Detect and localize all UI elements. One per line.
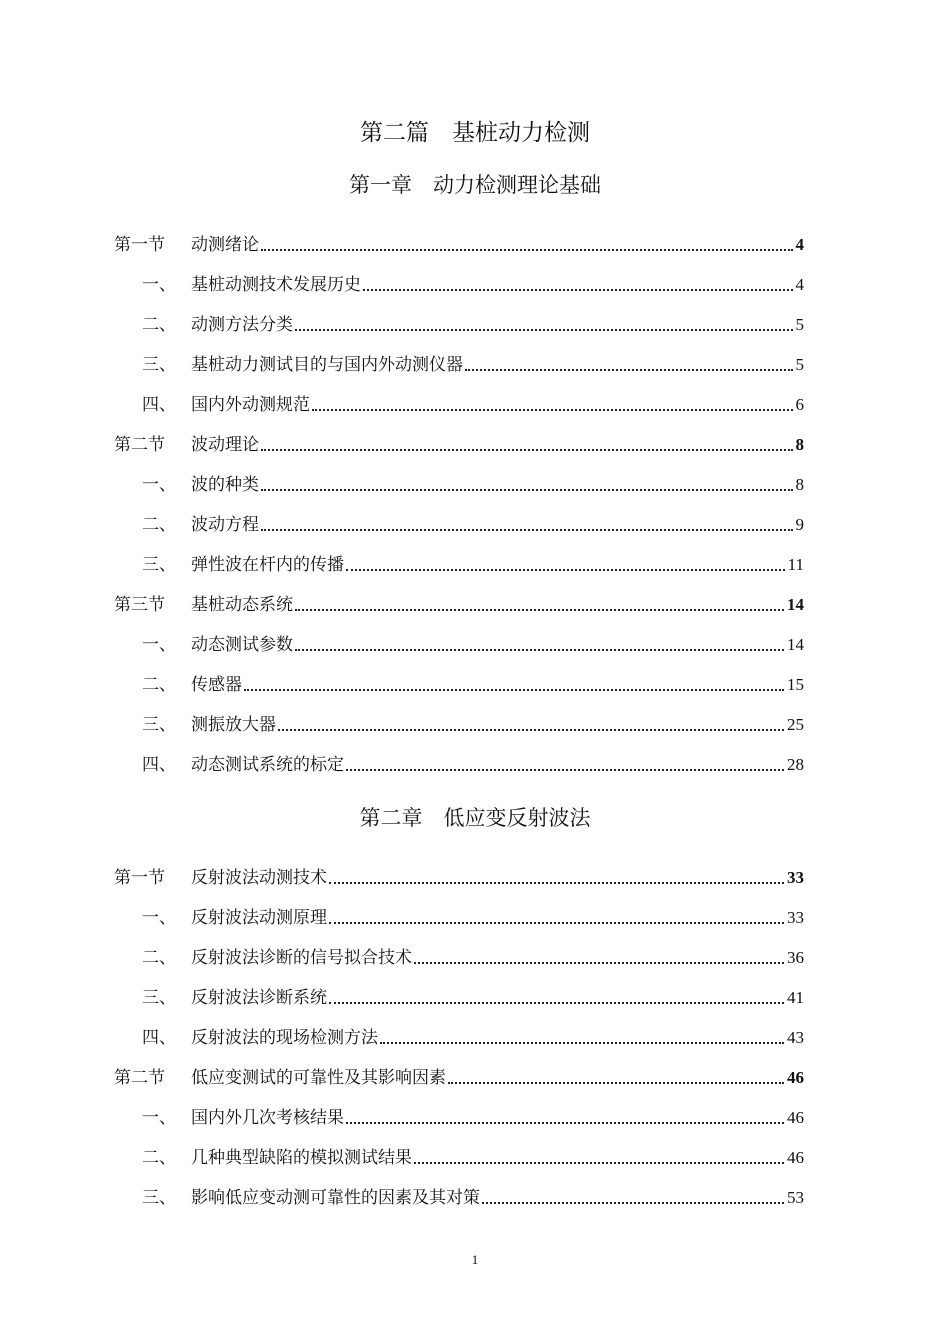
toc-entry-page: 6 <box>795 395 804 414</box>
dot-leader <box>295 609 784 611</box>
dot-leader <box>448 1082 784 1084</box>
toc-entry[interactable] <box>114 343 804 383</box>
toc-entry-title: 传感器 <box>191 675 242 695</box>
toc-entry[interactable] <box>114 703 804 743</box>
toc-entry[interactable] <box>114 663 804 703</box>
toc-entry-page: 25 <box>787 715 804 734</box>
toc-entry-page: 14 <box>787 595 804 614</box>
toc-entry-number: 一、 <box>142 635 176 655</box>
toc-entry-title: 测振放大器 <box>191 715 276 735</box>
toc-entry-title: 低应变测试的可靠性及其影响因素 <box>191 1068 446 1088</box>
toc-entry-page: 33 <box>787 908 804 927</box>
toc-entry-number: 二、 <box>142 1148 176 1168</box>
toc-entry-page: 15 <box>787 675 804 694</box>
toc-entry-page: 8 <box>795 475 804 494</box>
dot-leader <box>346 769 784 771</box>
dot-leader <box>329 882 784 884</box>
chapter-1-title: 第一章 动力检测理论基础 <box>349 173 601 197</box>
page-number: 1 <box>471 1252 479 1267</box>
toc-entry-number: 第一节 <box>114 235 165 255</box>
toc-entry-title: 波动方程 <box>191 515 259 535</box>
toc-entry-number: 一、 <box>142 1108 176 1128</box>
dot-leader <box>312 409 793 411</box>
chapter-2-title: 第二章 低应变反射波法 <box>359 806 591 830</box>
toc-entry[interactable] <box>114 743 804 783</box>
toc-entry[interactable] <box>114 423 804 463</box>
toc-entry-page: 33 <box>787 868 804 887</box>
dot-leader <box>329 922 784 924</box>
toc-entry-page: 36 <box>787 948 804 967</box>
toc-entry-title: 基桩动态系统 <box>191 595 293 615</box>
toc-entry-number: 第二节 <box>114 435 165 455</box>
toc-entry-page: 46 <box>787 1148 804 1167</box>
toc-entry-number: 三、 <box>142 1188 176 1208</box>
toc-entry-title: 基桩动测技术发展历史 <box>191 275 361 295</box>
toc-entry-page: 14 <box>787 635 804 654</box>
dot-leader <box>295 329 793 331</box>
toc-entry[interactable] <box>114 303 804 343</box>
toc-entry[interactable] <box>114 1096 804 1136</box>
toc-entry-page: 43 <box>787 1028 804 1047</box>
toc-entry-number: 三、 <box>142 555 176 575</box>
dot-leader <box>278 729 784 731</box>
dot-leader <box>346 1122 784 1124</box>
toc-entry[interactable] <box>114 263 804 303</box>
toc-entry[interactable] <box>114 583 804 623</box>
toc-entry-title: 弹性波在杆内的传播 <box>191 555 344 575</box>
toc-entry-page: 41 <box>787 988 804 1007</box>
toc-entry-title: 波动理论 <box>191 435 259 455</box>
toc-entry-title: 几种典型缺陷的模拟测试结果 <box>191 1148 412 1168</box>
toc-entry-title: 反射波法动测技术 <box>191 868 327 888</box>
toc-entry-title: 动测绪论 <box>191 235 259 255</box>
toc-entry[interactable] <box>114 383 804 423</box>
toc-entry-title: 反射波法动测原理 <box>191 908 327 928</box>
toc-entry[interactable] <box>114 936 804 976</box>
toc-entry-number: 第三节 <box>114 595 165 615</box>
dot-leader <box>465 369 793 371</box>
toc-entry-number: 四、 <box>142 395 176 415</box>
toc-entry[interactable] <box>114 503 804 543</box>
dot-leader <box>261 449 793 451</box>
toc-entry-page: 11 <box>787 555 804 574</box>
toc-entry-page: 46 <box>787 1068 804 1087</box>
dot-leader <box>380 1042 784 1044</box>
toc-entry-number: 三、 <box>142 715 176 735</box>
toc-entry-page: 8 <box>795 435 804 454</box>
dot-leader <box>261 529 793 531</box>
toc-entry-number: 二、 <box>142 515 176 535</box>
toc-entry-page: 5 <box>795 315 804 334</box>
toc-entry-number: 一、 <box>142 908 176 928</box>
toc-entry-number: 四、 <box>142 1028 176 1048</box>
toc-entry-title: 波的种类 <box>191 475 259 495</box>
toc-entry-title: 动态测试系统的标定 <box>191 755 344 775</box>
dot-leader <box>346 569 785 571</box>
toc-entry[interactable] <box>114 1176 804 1216</box>
chapter-2-toc <box>114 856 804 1216</box>
toc-entry-title: 影响低应变动测可靠性的因素及其对策 <box>191 1188 480 1208</box>
dot-leader <box>261 489 793 491</box>
dot-leader <box>482 1202 784 1204</box>
dot-leader <box>329 1002 784 1004</box>
toc-entry-page: 5 <box>795 355 804 374</box>
toc-entry-page: 46 <box>787 1108 804 1127</box>
toc-entry-title: 国内外动测规范 <box>191 395 310 415</box>
toc-entry-title: 动测方法分类 <box>191 315 293 335</box>
dot-leader <box>244 689 784 691</box>
toc-entry-number: 二、 <box>142 948 176 968</box>
toc-entry[interactable] <box>114 223 804 263</box>
toc-entry[interactable] <box>114 1056 804 1096</box>
chapter-1-toc <box>114 223 804 783</box>
toc-entry[interactable] <box>114 1016 804 1056</box>
toc-entry-number: 二、 <box>142 315 176 335</box>
toc-entry-number: 三、 <box>142 355 176 375</box>
toc-entry[interactable] <box>114 623 804 663</box>
toc-entry[interactable] <box>114 463 804 503</box>
dot-leader <box>261 249 793 251</box>
toc-entry-number: 一、 <box>142 275 176 295</box>
toc-entry[interactable] <box>114 896 804 936</box>
toc-entry-title: 反射波法的现场检测方法 <box>191 1028 378 1048</box>
toc-entry-number: 第一节 <box>114 868 165 888</box>
toc-entry[interactable] <box>114 976 804 1016</box>
toc-entry-page: 4 <box>795 235 804 254</box>
toc-entry-number: 二、 <box>142 675 176 695</box>
toc-entry-title: 反射波法诊断系统 <box>191 988 327 1008</box>
dot-leader <box>414 962 784 964</box>
dot-leader <box>414 1162 784 1164</box>
toc-entry-title: 反射波法诊断的信号拟合技术 <box>191 948 412 968</box>
toc-entry-number: 第二节 <box>114 1068 165 1088</box>
part-title: 第二篇 基桩动力检测 <box>360 120 590 146</box>
toc-entry-title: 国内外几次考核结果 <box>191 1108 344 1128</box>
toc-entry-title: 动态测试参数 <box>191 635 293 655</box>
toc-entry-page: 53 <box>787 1188 804 1207</box>
toc-entry-page: 9 <box>795 515 804 534</box>
toc-entry-page: 28 <box>787 755 804 774</box>
toc-entry[interactable] <box>114 543 804 583</box>
toc-entry[interactable] <box>114 1136 804 1176</box>
toc-entry-number: 一、 <box>142 475 176 495</box>
toc-entry-number: 三、 <box>142 988 176 1008</box>
toc-entry-page: 4 <box>795 275 804 294</box>
dot-leader <box>363 289 793 291</box>
dot-leader <box>295 649 784 651</box>
toc-entry-title: 基桩动力测试目的与国内外动测仪器 <box>191 355 463 375</box>
toc-entry[interactable] <box>114 856 804 896</box>
toc-entry-number: 四、 <box>142 755 176 775</box>
